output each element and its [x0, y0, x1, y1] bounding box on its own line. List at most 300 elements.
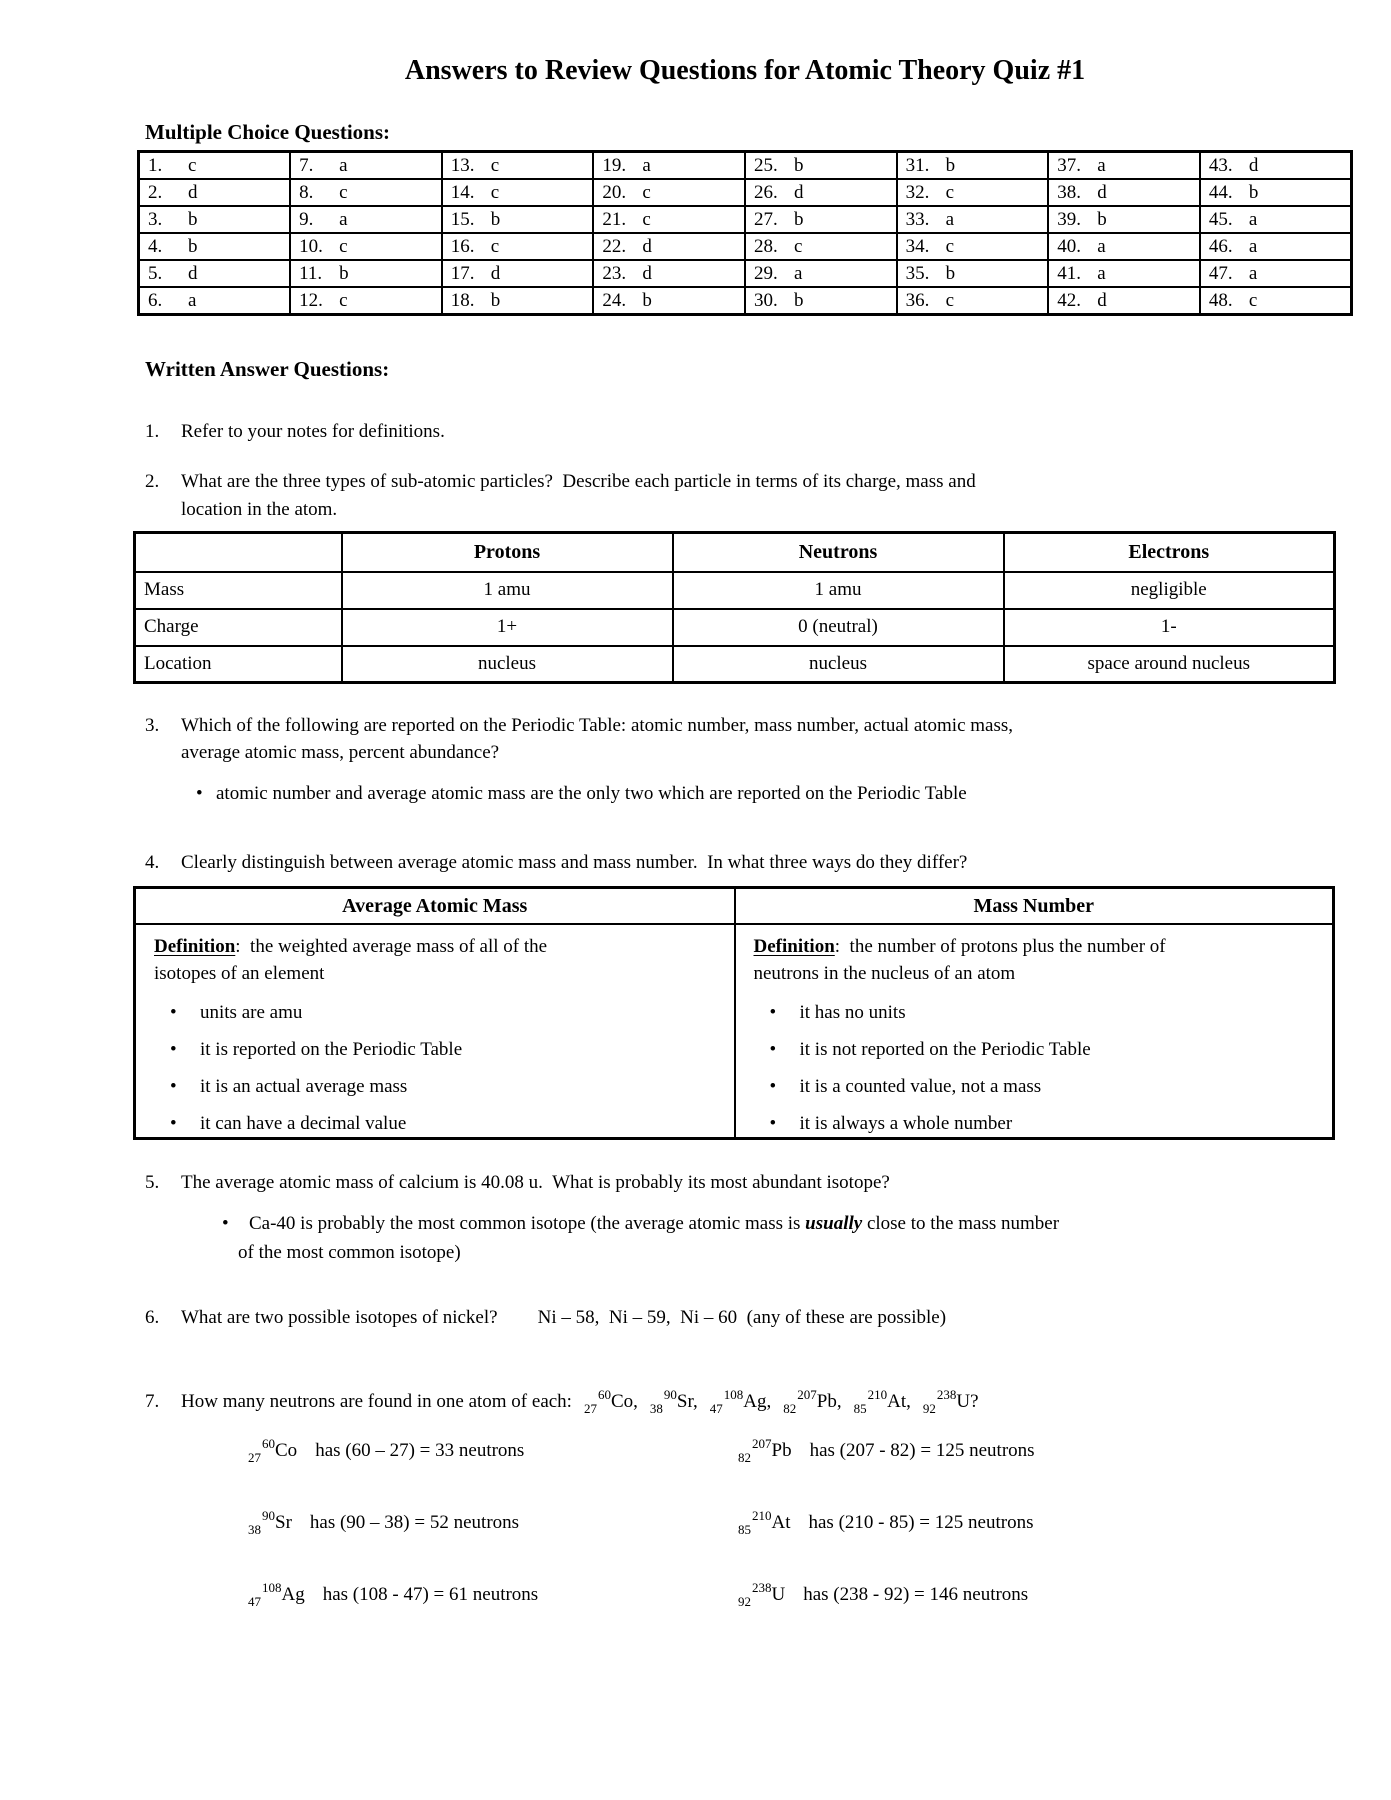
bullet-icon: •: [769, 1039, 777, 1060]
mc-cell: [593, 260, 745, 287]
mc-question-number: 38.: [1057, 181, 1081, 203]
mass-number-superscript: 207: [752, 1436, 772, 1451]
mc-cell: [1200, 287, 1352, 315]
mc-question-number: 1.: [148, 154, 163, 176]
mc-cell: [897, 179, 1049, 206]
question-number: 4.: [145, 852, 160, 873]
mc-cell: [1048, 152, 1200, 180]
definition-block: [154, 933, 724, 987]
question-text: The average atomic mass of calcium is 40.08 u. What is probably its most abundant isotope?: [181, 1172, 890, 1193]
mass-number-superscript: 108: [723, 1387, 744, 1402]
mc-cell: [897, 260, 1049, 287]
question-2: [145, 468, 976, 524]
mc-row: [139, 206, 1352, 233]
mc-row: [139, 179, 1352, 206]
mc-cell: [1200, 233, 1352, 260]
mc-answer-letter: d: [188, 181, 198, 203]
mc-question-number: 4.: [148, 235, 163, 257]
mc-answer-letter: b: [945, 154, 956, 176]
comparison-table-body: [135, 888, 1334, 1139]
mc-question-number: 33.: [905, 208, 930, 230]
mc-answer-table: [137, 150, 1353, 316]
isotope-notation: [853, 1387, 911, 1416]
bullet-icon: •: [222, 1213, 229, 1234]
mc-question-number: 19.: [602, 154, 627, 176]
mc-question-number: 47.: [1208, 262, 1233, 284]
mc-answer-letter: d: [794, 181, 804, 203]
comparison-bullet-item: [770, 999, 1323, 1026]
question-text: Clearly distinguish between average atomic mass and mass number. In what three ways do they differ?: [181, 852, 968, 873]
mc-heading: Multiple Choice Questions:: [145, 120, 390, 144]
mc-answer-letter: b: [1097, 208, 1107, 230]
mc-question-number: 22.: [602, 235, 627, 257]
mc-cell: [1200, 179, 1352, 206]
question-text-line: Which of the following are reported on the Periodic Table: atomic number, mass number, actual atomic mass,: [181, 715, 1014, 736]
mc-answer-letter: c: [339, 289, 348, 311]
mc-answer-letter: a: [1248, 208, 1258, 230]
mc-question-number: 48.: [1208, 289, 1233, 311]
particle-cell: 1-: [1004, 609, 1335, 646]
mc-question-number: 14.: [450, 181, 475, 203]
mc-answer-letter: c: [945, 289, 955, 311]
atomic-number-subscript: 27: [583, 1401, 597, 1416]
mc-question-number: 24.: [602, 289, 627, 311]
mc-question-number: 27.: [754, 208, 778, 230]
mc-cell: [139, 206, 291, 233]
comparison-bullet-item: [770, 1036, 1323, 1063]
particle-table-corner-cell: [135, 533, 342, 572]
element-symbol: Co: [610, 1391, 634, 1412]
bullet-text: atomic number and average atomic mass are the only two which are reported on the Periodic Table: [216, 783, 967, 804]
atomic-number-subscript: 85: [738, 1522, 751, 1537]
mc-answer-letter: a: [794, 262, 803, 284]
mc-cell: [139, 179, 291, 206]
comparison-header-row: [135, 888, 1334, 925]
mc-answer-letter: c: [339, 235, 348, 257]
mc-question-number: 36.: [905, 289, 930, 311]
mc-cell: [290, 152, 442, 180]
isotope-separator: ,: [693, 1391, 698, 1412]
neutron-calc-row: [0, 1508, 1391, 1584]
particle-col-header: Protons: [342, 533, 673, 572]
bullet-icon: •: [196, 783, 203, 804]
mc-cell: [1200, 206, 1352, 233]
mc-question-number: 5.: [148, 262, 163, 284]
mc-answer-letter: b: [490, 208, 501, 230]
particle-rows: [135, 572, 1335, 683]
element-symbol: Pb: [771, 1440, 792, 1461]
comparison-cell-left: [135, 924, 735, 1139]
mc-answer-letter: a: [339, 208, 348, 230]
mc-cell: [139, 260, 291, 287]
neutron-calc-text: has (210 - 85) = 125 neutrons: [808, 1512, 1034, 1533]
question-number: 7.: [145, 1391, 160, 1412]
mc-answer-letter: c: [794, 235, 803, 257]
mc-question-number: 10.: [299, 235, 323, 257]
particle-cell: 1 amu: [342, 572, 673, 609]
comparison-col-header: Average Atomic Mass: [135, 888, 735, 925]
mc-answer-letter: c: [945, 181, 955, 203]
neutron-calc-section: [0, 1436, 1391, 1656]
mc-question-number: 43.: [1208, 154, 1233, 176]
mc-answer-letter: a: [1097, 235, 1106, 257]
comparison-bullet-item: [770, 1110, 1323, 1137]
mc-answer-letter: b: [339, 262, 349, 284]
comparison-bullet-item: [770, 1073, 1323, 1100]
bullet-text: units are amu: [200, 1002, 303, 1023]
bullet-icon: •: [769, 1002, 777, 1023]
mc-question-number: 20.: [602, 181, 627, 203]
atomic-number-subscript: 47: [709, 1401, 723, 1416]
mc-answer-letter: b: [1248, 181, 1259, 203]
mc-cell: [1048, 233, 1200, 260]
particle-row-label: Mass: [135, 572, 342, 609]
neutron-calc-text: has (207 - 82) = 125 neutrons: [809, 1440, 1035, 1461]
mc-question-number: 9.: [299, 208, 314, 230]
mass-number-superscript: 60: [262, 1436, 275, 1451]
mc-answer-letter: b: [188, 235, 198, 257]
mc-answer-letter: c: [490, 235, 500, 257]
mc-cell: [139, 233, 291, 260]
mc-cell: [1048, 260, 1200, 287]
mc-question-number: 17.: [450, 262, 475, 284]
mc-cell: [593, 287, 745, 315]
question-3: [145, 712, 1013, 766]
neutron-calc-row: [0, 1580, 1391, 1656]
particle-cell: nucleus: [342, 646, 673, 683]
mc-cell: [897, 233, 1049, 260]
mc-answer-letter: c: [188, 154, 197, 176]
bullet-text: it is not reported on the Periodic Table: [799, 1039, 1091, 1060]
isotope-separator: ,: [836, 1391, 842, 1412]
mass-number-superscript: 90: [663, 1387, 677, 1402]
written-heading: Written Answer Questions:: [145, 357, 390, 381]
element-symbol: Sr: [676, 1391, 694, 1412]
neutron-calc-text: has (60 – 27) = 33 neutrons: [315, 1440, 525, 1461]
neutron-calc-entry: [738, 1436, 1035, 1465]
mc-cell: [745, 179, 897, 206]
mc-cell: [897, 152, 1049, 180]
particle-row: [135, 646, 1335, 683]
mc-answer-letter: c: [339, 181, 348, 203]
q3-answer-bullet: [196, 780, 967, 808]
mc-answer-letter: b: [188, 208, 198, 230]
comparison-body-row: [135, 924, 1334, 1139]
comparison-bullet-list: [154, 999, 724, 1137]
mc-answer-letter: b: [794, 154, 804, 176]
question-1: [145, 418, 445, 446]
neutron-calc-entry: [248, 1508, 520, 1537]
mc-answer-letter: d: [1097, 289, 1107, 311]
mc-question-number: 29.: [754, 262, 778, 284]
page-title: Answers to Review Questions for Atomic Theory Quiz #1: [404, 55, 1086, 86]
mc-answer-letter: b: [490, 289, 501, 311]
element-symbol: Sr: [275, 1512, 292, 1533]
mc-cell: [593, 179, 745, 206]
isotope-notation: [649, 1387, 698, 1416]
mc-question-number: 41.: [1057, 262, 1081, 284]
mc-answer-letter: b: [794, 289, 804, 311]
mc-row: [139, 260, 1352, 287]
mc-table-body: [139, 152, 1352, 315]
mc-question-number: 6.: [148, 289, 163, 311]
question-5: [145, 1169, 890, 1197]
isotope-notation: [248, 1580, 305, 1609]
particle-col-header: Electrons: [1004, 533, 1335, 572]
mc-answer-letter: d: [1248, 154, 1259, 176]
element-symbol: U: [771, 1584, 786, 1605]
mc-question-number: 42.: [1057, 289, 1081, 311]
definition-text: : the weighted average mass of all of the: [235, 936, 548, 957]
question-number: 3.: [145, 715, 160, 736]
comparison-cell-right: [735, 924, 1334, 1139]
particle-cell: negligible: [1004, 572, 1335, 609]
element-symbol: Ag: [281, 1584, 305, 1605]
particle-header-row: [135, 533, 1335, 572]
atomic-number-subscript: 82: [738, 1450, 751, 1465]
isotope-notation: [922, 1387, 979, 1416]
element-symbol: Co: [275, 1440, 298, 1461]
neutron-calc-entry: [738, 1580, 1029, 1609]
neutron-calc-grid: [0, 1436, 1391, 1656]
mc-cell: [442, 287, 594, 315]
mc-cell: [1200, 152, 1352, 180]
mc-cell: [745, 233, 897, 260]
element-symbol: At: [771, 1512, 791, 1533]
bullet-icon: •: [170, 1076, 177, 1097]
particle-cell: 0 (neutral): [673, 609, 1004, 646]
mc-question-number: 32.: [905, 181, 930, 203]
mc-question-number: 34.: [905, 235, 930, 257]
mc-cell: [442, 260, 594, 287]
mc-cell: [593, 233, 745, 260]
isotope-notation: [248, 1436, 298, 1465]
question-text-line: average atomic mass, percent abundance?: [181, 742, 500, 763]
mc-answer-letter: a: [642, 154, 651, 176]
atomic-number-subscript: 38: [248, 1522, 261, 1537]
mass-number-superscript: 238: [936, 1387, 957, 1402]
question-4: [145, 849, 967, 877]
question-number: 1.: [145, 421, 160, 442]
comparison-bullet-item: [170, 1073, 724, 1100]
neutron-calc-entry: [248, 1436, 525, 1465]
definition-block: [754, 933, 1323, 987]
mc-question-number: 37.: [1057, 154, 1081, 176]
mc-answer-letter: d: [642, 262, 652, 284]
bullet-icon: •: [170, 1113, 177, 1134]
mc-question-number: 21.: [602, 208, 627, 230]
atomic-number-subscript: 27: [248, 1450, 261, 1465]
mc-cell: [593, 206, 745, 233]
definition-term: Definition: [154, 936, 236, 957]
bullet-text: it is always a whole number: [799, 1113, 1013, 1134]
bullet-text: it can have a decimal value: [200, 1113, 407, 1134]
atomic-number-subscript: 85: [853, 1401, 867, 1416]
mass-number-superscript: 207: [797, 1387, 817, 1402]
mc-question-number: 8.: [299, 181, 314, 203]
mc-cell: [442, 233, 594, 260]
mc-answer-letter: c: [490, 154, 500, 176]
bullet-text: [238, 1209, 1060, 1267]
mc-cell: [290, 287, 442, 315]
mc-cell: [745, 287, 897, 315]
mc-cell: [442, 179, 594, 206]
neutron-calc-entry: [738, 1508, 1034, 1537]
bullet-text-line: of the most common isotope): [238, 1242, 461, 1263]
question-number: 6.: [145, 1307, 160, 1328]
mc-row: [139, 287, 1352, 315]
comparison-bullet-item: [170, 1036, 724, 1063]
mc-cell: [897, 206, 1049, 233]
mc-answer-letter: b: [794, 208, 804, 230]
mc-cell: [1200, 260, 1352, 287]
mc-question-number: 13.: [450, 154, 475, 176]
mc-question-number: 45.: [1208, 208, 1233, 230]
isotope-notation: [248, 1508, 292, 1537]
mc-question-number: 11.: [299, 262, 323, 284]
mc-question-number: 12.: [299, 289, 323, 311]
atomic-number-subscript: 92: [922, 1401, 936, 1416]
isotope-notation: [709, 1387, 772, 1416]
question-text: How many neutrons are found in one atom of each:: [181, 1391, 572, 1412]
question-7: [145, 1388, 979, 1416]
element-symbol: Ag: [743, 1391, 767, 1412]
mc-cell: [1048, 287, 1200, 315]
question-number: 2.: [145, 471, 160, 492]
comparison-bullet-item: [170, 999, 724, 1026]
mc-question-number: 46.: [1208, 235, 1233, 257]
mc-answer-letter: a: [188, 289, 197, 311]
question-text-line: location in the atom.: [181, 499, 338, 520]
isotope-notation: [783, 1387, 842, 1416]
mass-number-superscript: 60: [597, 1387, 611, 1402]
atomic-number-subscript: 47: [248, 1594, 261, 1609]
bullet-text: it has no units: [799, 1002, 906, 1023]
question-text: What are two possible isotopes of nickel?: [181, 1307, 498, 1328]
particle-cell: nucleus: [673, 646, 1004, 683]
mc-cell: [745, 260, 897, 287]
mc-question-number: 28.: [754, 235, 778, 257]
mc-cell: [593, 152, 745, 180]
mc-answer-letter: b: [642, 289, 652, 311]
question-text-line: What are the three types of sub-atomic particles? Describe each particle in terms of its charge, mass and: [181, 471, 976, 492]
mc-answer-letter: a: [1248, 262, 1258, 284]
mass-number-superscript: 210: [752, 1508, 772, 1523]
mc-answer-letter: c: [490, 181, 500, 203]
neutron-calc-entry: [248, 1580, 539, 1609]
mass-number-superscript: 108: [262, 1580, 282, 1595]
mc-answer-letter: c: [1248, 289, 1258, 311]
mc-answer-letter: a: [945, 208, 955, 230]
mc-question-number: 25.: [754, 154, 778, 176]
isotope-separator: ?: [970, 1391, 979, 1412]
mass-number-superscript: 238: [752, 1580, 772, 1595]
bullet-icon: •: [170, 1039, 177, 1060]
mc-question-number: 3.: [148, 208, 163, 230]
mc-question-number: 2.: [148, 181, 163, 203]
mc-answer-letter: a: [1248, 235, 1258, 257]
bullet-text: it is an actual average mass: [200, 1076, 408, 1097]
mc-answer-letter: d: [642, 235, 652, 257]
mc-question-number: 16.: [450, 235, 475, 257]
mc-row: [139, 152, 1352, 180]
comparison-col-header: Mass Number: [735, 888, 1334, 925]
mc-answer-letter: a: [1097, 154, 1106, 176]
comparison-bullet-list: [754, 999, 1323, 1137]
definition-text: : the number of protons plus the number of: [834, 936, 1166, 957]
neutron-calc-text: has (238 - 92) = 146 neutrons: [803, 1584, 1029, 1605]
comparison-bullet-item: [170, 1110, 724, 1137]
isotope-separator: ,: [633, 1391, 638, 1412]
isotope-notation: [738, 1508, 791, 1537]
bullet-icon: •: [769, 1076, 777, 1097]
mc-question-number: 44.: [1208, 181, 1233, 203]
mc-answer-letter: d: [1097, 181, 1107, 203]
mc-question-number: 26.: [754, 181, 778, 203]
bullet-text-line: Ca-40 is probably the most common isotope (the average atomic mass is usually close to the mass number: [249, 1213, 1060, 1234]
atomic-number-subscript: 82: [783, 1401, 797, 1416]
mc-cell: [139, 287, 291, 315]
definition-term: Definition: [753, 936, 835, 957]
particle-cell: space around nucleus: [1004, 646, 1335, 683]
emphasized-word: usually: [805, 1213, 863, 1234]
mc-question-number: 35.: [905, 262, 930, 284]
question-text: Refer to your notes for definitions.: [181, 421, 445, 442]
neutron-calc-text: has (90 – 38) = 52 neutrons: [309, 1512, 520, 1533]
mc-cell: [745, 206, 897, 233]
particle-cell: 1+: [342, 609, 673, 646]
mc-row: [139, 233, 1352, 260]
bullet-icon: •: [170, 1002, 177, 1023]
question-6: [145, 1304, 946, 1332]
definition-text-line2: isotopes of an element: [154, 963, 325, 984]
q6-answer: Ni – 58, Ni – 59, Ni – 60 (any of these are possible): [537, 1307, 947, 1328]
mc-answer-letter: c: [642, 208, 651, 230]
particle-row: [135, 609, 1335, 646]
mc-answer-letter: d: [188, 262, 198, 284]
particle-row-label: Location: [135, 646, 342, 683]
atomic-number-subscript: 38: [649, 1401, 663, 1416]
question-text: [181, 468, 976, 524]
mc-question-number: 30.: [754, 289, 778, 311]
mc-cell: [290, 233, 442, 260]
isotope-list: [572, 1387, 979, 1416]
bullet-text: it is a counted value, not a mass: [799, 1076, 1042, 1097]
mc-cell: [442, 206, 594, 233]
q5-answer-bullet: [222, 1209, 1059, 1267]
mc-question-number: 39.: [1057, 208, 1081, 230]
mc-cell: [897, 287, 1049, 315]
mc-question-number: 31.: [905, 154, 930, 176]
element-symbol: Pb: [816, 1391, 837, 1412]
element-symbol: U: [956, 1391, 971, 1412]
mc-answer-letter: b: [945, 262, 956, 284]
mc-cell: [139, 152, 291, 180]
mc-cell: [745, 152, 897, 180]
particle-row-label: Charge: [135, 609, 342, 646]
mc-cell: [442, 152, 594, 180]
bullet-icon: •: [769, 1113, 777, 1134]
comparison-table: [133, 886, 1335, 1140]
bullet-text: it is reported on the Periodic Table: [200, 1039, 463, 1060]
mc-question-number: 40.: [1057, 235, 1081, 257]
particle-col-header: Neutrons: [673, 533, 1004, 572]
neutron-calc-row: [0, 1436, 1391, 1512]
particle-table-body: [135, 533, 1335, 572]
mc-cell: [290, 260, 442, 287]
mc-question-number: 23.: [602, 262, 627, 284]
mc-cell: [290, 179, 442, 206]
